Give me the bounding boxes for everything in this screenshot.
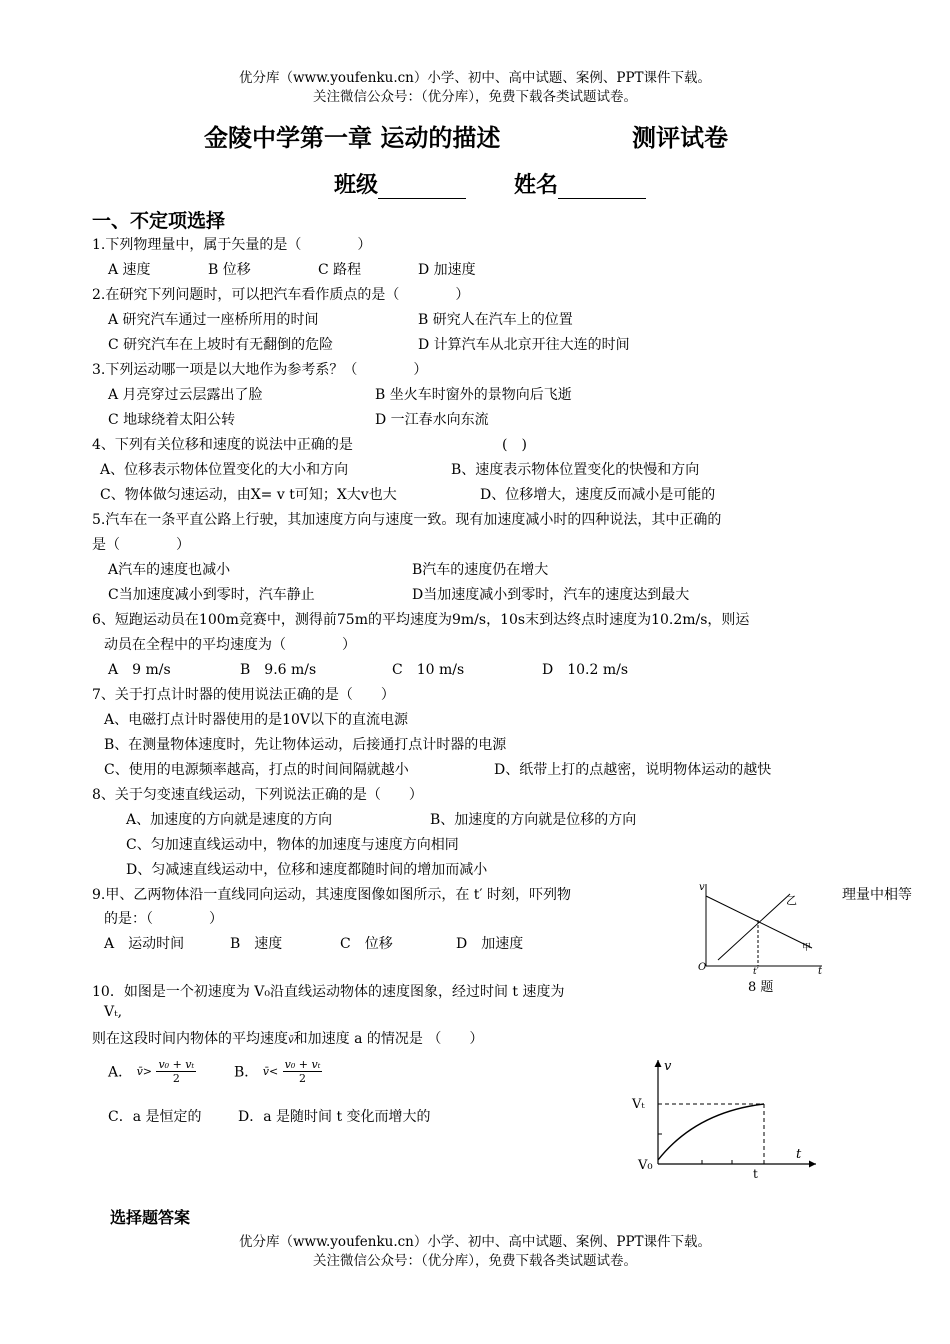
name-label: 姓名 — [514, 173, 559, 198]
q9-stem-line1-end: 理量中相等 — [842, 887, 912, 903]
q7-option-c: C、使用的电源频率越高，打点的时间间隔就越小 — [104, 762, 409, 778]
q1-option-c: C 路程 — [318, 262, 362, 278]
q3-option-d: D 一江春水向东流 — [375, 412, 489, 428]
q10-option-b — [234, 1058, 322, 1085]
q4-option-b: B、速度表示物体位置变化的快慢和方向 — [451, 462, 700, 478]
fig8-tprime-label: t′ — [753, 967, 759, 976]
q7-option-a: A、电磁打点计时器使用的是10V以下的直流电源 — [104, 712, 409, 728]
q10-b-vbar: v̄ — [262, 1065, 269, 1078]
q10-stem-line2 — [92, 1028, 483, 1048]
q9-option-d: D 加速度 — [456, 936, 524, 952]
q5-option-b: B汽车的速度仍在增大 — [412, 562, 549, 578]
class-field — [334, 168, 466, 199]
q8-option-c: C、匀加速直线运动中，物体的加速度与速度方向相同 — [126, 837, 459, 853]
q9-velocity-graph — [694, 876, 834, 976]
q10-a-label: A． — [108, 1064, 133, 1081]
q9-option-a: A 运动时间 — [104, 936, 185, 952]
q10-a-gt: > — [142, 1065, 153, 1078]
fig8-line-yi — [718, 894, 790, 960]
q10-option-d: D．a 是随时间 t 变化而增大的 — [238, 1109, 431, 1125]
q1-option-b: B 位移 — [208, 262, 251, 278]
q2-stem: 2.在研究下列问题时，可以把汽车看作质点的是（ ） — [92, 287, 470, 303]
q9-stem-line2: 的是：（ ） — [104, 911, 223, 927]
q10-a-vbar: v̄ — [136, 1065, 143, 1078]
q6-option-c: C 10 m/s — [392, 662, 465, 678]
page-subtitle: 测评试卷 — [632, 124, 728, 152]
footer-line-1: 优分库（www.youfenku.cn）小学、初中、高中试题、案例、PPT课件下载。 — [238, 1234, 712, 1250]
class-label: 班级 — [334, 173, 379, 198]
q2-option-c: C 研究汽车在上坡时有无翻倒的危险 — [108, 337, 334, 353]
q10-a-frac-num: v₀ + vₜ — [158, 1058, 195, 1071]
q1-stem: 1.下列物理量中，属于矢量的是（ ） — [92, 237, 372, 253]
q10-b-label: B． — [234, 1064, 259, 1081]
q2-option-a: A 研究汽车通过一座桥所用的时间 — [108, 312, 319, 328]
fig10-curve — [658, 1104, 764, 1160]
q5-option-a: A汽车的速度也减小 — [108, 562, 231, 578]
q5-option-c: C当加速度减小到零时，汽车静止 — [108, 587, 315, 603]
q1-option-d: D 加速度 — [418, 262, 476, 278]
q9-option-b: B 速度 — [230, 936, 283, 952]
q8-option-a: A、加速度的方向就是速度的方向 — [126, 812, 333, 828]
q4-option-c: C、物体做匀速运动，由X= v t可知；X大v也大 — [100, 487, 397, 503]
fig10-v0-label: V₀ — [638, 1158, 653, 1173]
q6-stem-line1: 6、短跑运动员在100m竞赛中，测得前75m的平均速度为9m/s，10s末到达终点时速度为10.2m/s，则运 — [92, 612, 750, 628]
fig10-vt-label: Vₜ — [632, 1097, 645, 1112]
q10-b-frac-den: 2 — [299, 1072, 307, 1085]
q10-stem-line1: 10．如图是一个初速度为 V₀沿直线运动物体的速度图象，经过时间 t 速度为 — [92, 984, 565, 1000]
q2-option-b: B 研究人在汽车上的位置 — [418, 312, 573, 328]
q1-option-a: A 速度 — [108, 262, 151, 278]
q10-a-frac-den: 2 — [172, 1072, 180, 1085]
q9-stem-line1: 9.甲、乙两物体沿一直线同向运动，其速度图像如图所示，在 t′ 时刻，吓列物 — [92, 887, 572, 903]
fig10-v-label: v — [664, 1059, 672, 1074]
fig10-t-tick-label: t — [753, 1167, 758, 1178]
q10-a-fraction — [156, 1058, 196, 1085]
fig8-origin-label: O — [698, 962, 707, 973]
q6-stem-line2: 动员在全程中的平均速度为（ ） — [104, 637, 356, 653]
answers-label: 选择题答案 — [110, 1208, 191, 1227]
q10-b-fraction — [283, 1058, 323, 1085]
q8-option-b: B、加速度的方向就是位移的方向 — [430, 812, 637, 828]
q3-option-a: A 月亮穿过云层露出了脸 — [108, 387, 263, 403]
class-blank[interactable] — [378, 178, 466, 199]
section-heading: 一、不定项选择 — [92, 210, 226, 232]
q10-vbar: v̄ — [288, 1035, 294, 1046]
q4-stem: 4、下列有关位移和速度的说法中正确的是 — [92, 437, 353, 453]
q10-velocity-graph — [626, 1052, 826, 1178]
q6-option-a: A 9 m/s — [108, 662, 171, 678]
q7-option-b: B、在测量物体速度时，先让物体运动，后接通打点计时器的电源 — [104, 737, 507, 753]
fig8-v-label: v — [699, 882, 705, 893]
q5-stem-line1: 5.汽车在一条平直公路上行驶，其加速度方向与速度一致。现有加速度减小时的四种说法，其中正确的 — [92, 512, 722, 528]
q2-option-d: D 计算汽车从北京开往大连的时间 — [418, 337, 630, 353]
fig8-caption: 8 题 — [748, 980, 774, 995]
fig8-jia-label: 甲 — [802, 943, 812, 953]
fig10-t-axis-label: t — [796, 1147, 802, 1162]
q10-b-frac-num: v₀ + vₜ — [284, 1058, 321, 1071]
q10-option-c: C．a 是恒定的 — [108, 1109, 202, 1125]
q10-option-a — [108, 1058, 196, 1085]
q7-option-d: D、纸带上打的点越密，说明物体运动的越快 — [494, 762, 772, 778]
q10-stem-line2-a: 则在这段时间内物体的平均速度 — [92, 1031, 288, 1047]
q5-option-d: D当加速度减小到零时，汽车的速度达到最大 — [412, 587, 690, 603]
q4-option-a: A、位移表示物体位置变化的大小和方向 — [100, 462, 349, 478]
q10-b-lt: < — [268, 1065, 279, 1078]
q9-option-c: C 位移 — [340, 936, 393, 952]
q4-option-d: D、位移增大，速度反而减小是可能的 — [480, 487, 716, 503]
q10-stem-line2-b: 和加速度 a 的情况是 （ ） — [293, 1031, 484, 1047]
q3-stem: 3.下列运动哪一项是以大地作为参考系？（ ） — [92, 362, 428, 378]
q5-stem-line2: 是（ ） — [92, 537, 190, 553]
header-line-1: 优分库（www.youfenku.cn）小学、初中、高中试题、案例、PPT课件下载。 — [238, 70, 712, 86]
q6-option-b: B 9.6 m/s — [240, 662, 317, 678]
q3-option-c: C 地球绕着太阳公转 — [108, 412, 236, 428]
q3-option-b: B 坐火车时窗外的景物向后飞逝 — [375, 387, 572, 403]
q8-option-d: D、匀减速直线运动中，位移和速度都随时间的增加而减小 — [126, 862, 488, 878]
footer-line-2: 关注微信公众号：（优分库），免费下载各类试题试卷。 — [313, 1253, 637, 1269]
name-blank[interactable] — [558, 178, 646, 199]
header-line-2: 关注微信公众号：（优分库），免费下载各类试题试卷。 — [313, 89, 637, 105]
q7-stem: 7、关于打点计时器的使用说法正确的是（ ） — [92, 687, 395, 703]
page-title: 金陵中学第一章 运动的描述 — [204, 124, 501, 152]
name-field — [514, 168, 646, 199]
fig8-t-label: t — [818, 966, 823, 976]
fig8-yi-label: 乙 — [786, 894, 797, 907]
q8-stem: 8、关于匀变速直线运动，下列说法正确的是（ ） — [92, 787, 423, 803]
q10-stem-line1-end: Vₜ, — [104, 1004, 123, 1020]
q4-paren: ( ) — [502, 437, 527, 453]
q6-option-d: D 10.2 m/s — [542, 662, 629, 678]
